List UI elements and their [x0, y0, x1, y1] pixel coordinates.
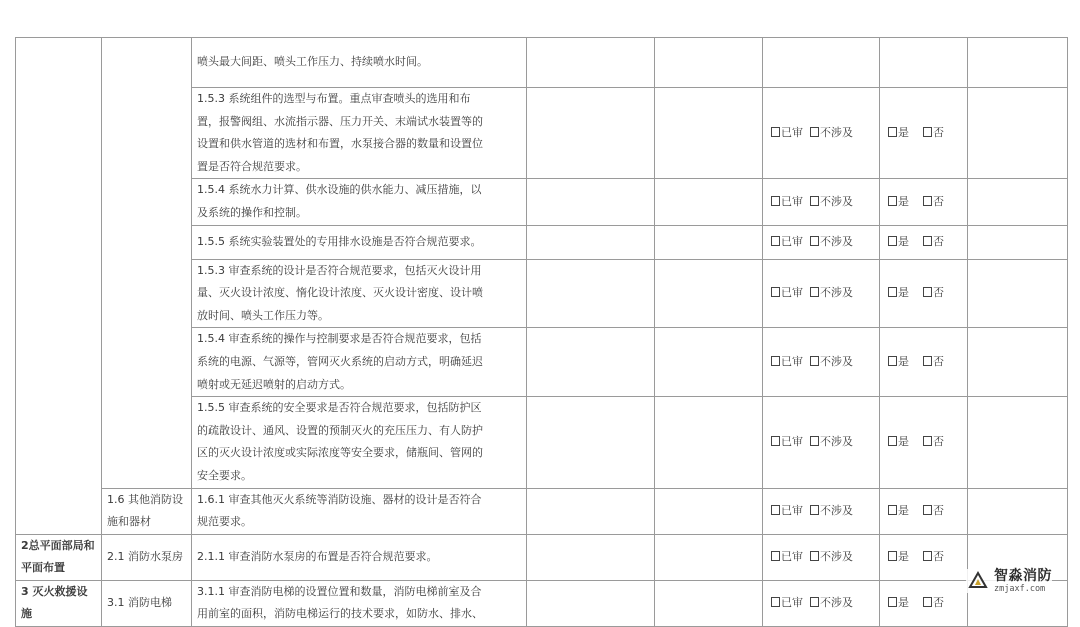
no-checkbox[interactable] — [923, 505, 932, 515]
table-row — [16, 534, 1068, 580]
yes-label: 是 — [898, 596, 909, 610]
blank-cell — [527, 179, 655, 225]
compliance-options — [888, 504, 944, 517]
remarks-cell — [968, 38, 1068, 88]
review-status-options — [771, 355, 853, 368]
blank-cell — [655, 88, 763, 179]
reviewed-checkbox[interactable] — [771, 127, 780, 137]
reviewed-label: 已审 — [781, 234, 803, 248]
compliance-cell — [880, 534, 968, 580]
no-label: 否 — [933, 435, 944, 449]
section-cell: 2总平面部局和平面布置 — [16, 534, 102, 580]
blank-cell — [655, 580, 763, 626]
reviewed-checkbox[interactable] — [771, 436, 780, 446]
review-status-cell — [763, 38, 880, 88]
blank-cell — [527, 88, 655, 179]
remarks-cell — [968, 88, 1068, 179]
review-item-description — [192, 488, 527, 534]
reviewed-label: 已审 — [781, 503, 803, 517]
review-item-description — [192, 397, 527, 488]
description-line: 1.5.5 审查系统的安全要求是否符合规范要求，包括防护区 — [197, 401, 482, 415]
description-line: 喷头最大间距、喷头工作压力、持续喷水时间。 — [197, 55, 428, 69]
yes-label: 是 — [898, 549, 909, 563]
remarks-cell — [968, 225, 1068, 259]
no-label: 否 — [933, 286, 944, 300]
no-label: 否 — [933, 234, 944, 248]
compliance-cell — [880, 225, 968, 259]
not-applicable-checkbox[interactable] — [810, 196, 819, 206]
compliance-cell — [880, 397, 968, 488]
compliance-options — [888, 235, 944, 248]
compliance-cell — [880, 328, 968, 397]
description-line: 及系统的操作和控制。 — [197, 205, 307, 219]
blank-cell — [655, 38, 763, 88]
review-item-description — [192, 225, 527, 259]
review-checklist-table — [15, 37, 1068, 627]
no-checkbox[interactable] — [923, 236, 932, 246]
not-applicable-checkbox[interactable] — [810, 505, 819, 515]
not-applicable-checkbox[interactable] — [810, 127, 819, 137]
no-checkbox[interactable] — [923, 127, 932, 137]
yes-checkbox[interactable] — [888, 127, 897, 137]
reviewed-label: 已审 — [781, 194, 803, 208]
not-applicable-label: 不涉及 — [820, 234, 853, 248]
review-status-options — [771, 435, 853, 448]
blank-cell — [655, 397, 763, 488]
subsection-cell: 3.1 消防电梯 — [102, 580, 192, 626]
remarks-cell — [968, 259, 1068, 328]
yes-checkbox[interactable] — [888, 597, 897, 607]
no-label: 否 — [933, 549, 944, 563]
subsection-cell: 1.6 其他消防设施和器材 — [102, 488, 192, 534]
section-cell: 3 灭火救援设施 — [16, 580, 102, 626]
description-line: 1.5.5 系统实验装置处的专用排水设施是否符合规范要求。 — [197, 234, 482, 248]
blank-cell — [527, 488, 655, 534]
reviewed-label: 已审 — [781, 354, 803, 368]
reviewed-label: 已审 — [781, 596, 803, 610]
review-status-options — [771, 596, 853, 609]
reviewed-checkbox[interactable] — [771, 196, 780, 206]
yes-checkbox[interactable] — [888, 436, 897, 446]
reviewed-checkbox[interactable] — [771, 356, 780, 366]
compliance-options — [888, 195, 944, 208]
no-label: 否 — [933, 596, 944, 610]
description-line: 的疏散设计、通风、设置的预制灭火的充压压力、有人防护 — [197, 423, 483, 437]
review-item-description — [192, 38, 527, 88]
blank-cell — [655, 179, 763, 225]
description-line: 3.1.1 审查消防电梯的设置位置和数量，消防电梯前室及合 — [197, 584, 482, 598]
review-item-description — [192, 534, 527, 580]
no-label: 否 — [933, 194, 944, 208]
no-checkbox[interactable] — [923, 551, 932, 561]
blank-cell — [527, 259, 655, 328]
no-checkbox[interactable] — [923, 436, 932, 446]
yes-label: 是 — [898, 194, 909, 208]
reviewed-checkbox[interactable] — [771, 551, 780, 561]
remarks-cell — [968, 488, 1068, 534]
reviewed-label: 已审 — [781, 286, 803, 300]
yes-label: 是 — [898, 435, 909, 449]
description-line: 置是否符合规范要求。 — [197, 159, 307, 173]
compliance-options — [888, 286, 944, 299]
not-applicable-label: 不涉及 — [820, 125, 853, 139]
compliance-cell — [880, 88, 968, 179]
yes-checkbox[interactable] — [888, 505, 897, 515]
description-line: 量、灭火设计浓度、惰化设计浓度、灭火设计密度、设计喷 — [197, 286, 483, 300]
table-row — [16, 488, 1068, 534]
compliance-options — [888, 126, 944, 139]
table-body — [16, 38, 1068, 627]
description-line: 放时间、喷头工作压力等。 — [197, 308, 329, 322]
review-status-options — [771, 195, 853, 208]
yes-checkbox[interactable] — [888, 236, 897, 246]
blank-cell — [655, 259, 763, 328]
description-line: 设置和供水管道的选材和布置，水泵接合器的数量和设置位 — [197, 137, 483, 151]
review-item-description — [192, 88, 527, 179]
yes-label: 是 — [898, 503, 909, 517]
yes-label: 是 — [898, 234, 909, 248]
no-label: 否 — [933, 503, 944, 517]
yes-checkbox[interactable] — [888, 287, 897, 297]
yes-checkbox[interactable] — [888, 196, 897, 206]
blank-cell — [655, 225, 763, 259]
review-status-cell — [763, 328, 880, 397]
review-status-cell — [763, 488, 880, 534]
compliance-cell — [880, 488, 968, 534]
no-checkbox[interactable] — [923, 287, 932, 297]
blank-cell — [655, 534, 763, 580]
no-checkbox[interactable] — [923, 356, 932, 366]
review-status-options — [771, 286, 853, 299]
not-applicable-label: 不涉及 — [820, 286, 853, 300]
review-status-cell — [763, 259, 880, 328]
watermark-domain: zmjaxf.com — [994, 583, 1046, 594]
remarks-cell — [968, 179, 1068, 225]
yes-label: 是 — [898, 286, 909, 300]
no-checkbox[interactable] — [923, 196, 932, 206]
description-line: 安全要求。 — [197, 468, 252, 482]
not-applicable-checkbox[interactable] — [810, 597, 819, 607]
review-status-cell — [763, 534, 880, 580]
reviewed-label: 已审 — [781, 549, 803, 563]
no-label: 否 — [933, 354, 944, 368]
table-row — [16, 38, 1068, 88]
blank-cell — [527, 534, 655, 580]
not-applicable-label: 不涉及 — [820, 549, 853, 563]
blank-cell — [527, 225, 655, 259]
reviewed-checkbox[interactable] — [771, 236, 780, 246]
description-line: 区的灭火设计浓度或实际浓度等安全要求，储瓶间、管网的 — [197, 446, 483, 460]
review-status-cell — [763, 580, 880, 626]
blank-cell — [527, 397, 655, 488]
remarks-cell — [968, 397, 1068, 488]
review-status-options — [771, 550, 853, 563]
no-checkbox[interactable] — [923, 597, 932, 607]
description-line: 系统的电源、气源等，管网灭火系统的启动方式，明确延迟 — [197, 354, 483, 368]
review-item-description — [192, 259, 527, 328]
review-status-cell — [763, 225, 880, 259]
compliance-cell — [880, 38, 968, 88]
not-applicable-checkbox[interactable] — [810, 551, 819, 561]
not-applicable-checkbox[interactable] — [810, 436, 819, 446]
review-item-description — [192, 328, 527, 397]
not-applicable-label: 不涉及 — [820, 435, 853, 449]
reviewed-checkbox[interactable] — [771, 287, 780, 297]
review-item-description — [192, 580, 527, 626]
no-label: 否 — [933, 125, 944, 139]
yes-label: 是 — [898, 125, 909, 139]
review-status-cell — [763, 88, 880, 179]
review-status-options — [771, 235, 853, 248]
not-applicable-label: 不涉及 — [820, 596, 853, 610]
compliance-options — [888, 596, 944, 609]
blank-cell — [655, 328, 763, 397]
compliance-cell — [880, 259, 968, 328]
description-line: 1.5.3 审查系统的设计是否符合规范要求，包括灭火设计用 — [197, 263, 482, 277]
reviewed-label: 已审 — [781, 125, 803, 139]
yes-checkbox[interactable] — [888, 551, 897, 561]
review-item-description — [192, 179, 527, 225]
compliance-cell — [880, 179, 968, 225]
blank-cell — [527, 580, 655, 626]
not-applicable-label: 不涉及 — [820, 354, 853, 368]
flame-logo-icon — [966, 569, 990, 593]
compliance-options — [888, 435, 944, 448]
yes-checkbox[interactable] — [888, 356, 897, 366]
description-line: 喷射或无延迟喷射的启动方式。 — [197, 377, 351, 391]
review-status-options — [771, 126, 853, 139]
review-status-cell — [763, 397, 880, 488]
not-applicable-label: 不涉及 — [820, 194, 853, 208]
watermark-name: 智淼消防 — [994, 567, 1052, 584]
not-applicable-checkbox[interactable] — [810, 236, 819, 246]
blank-cell — [527, 38, 655, 88]
description-line: 置，报警阀组、水流指示器、压力开关、末端试水装置等的 — [197, 114, 483, 128]
description-line: 1.6.1 审查其他灭火系统等消防设施、器材的设计是否符合 — [197, 492, 482, 506]
blank-cell — [655, 488, 763, 534]
not-applicable-checkbox[interactable] — [810, 287, 819, 297]
not-applicable-label: 不涉及 — [820, 503, 853, 517]
description-line: 2.1.1 审查消防水泵房的布置是否符合规范要求。 — [197, 549, 438, 563]
compliance-cell — [880, 580, 968, 626]
description-line: 1.5.4 系统水力计算、供水设施的供水能力、减压措施，以 — [197, 183, 482, 197]
reviewed-checkbox[interactable] — [771, 505, 780, 515]
watermark-logo — [966, 569, 1052, 594]
remarks-cell — [968, 328, 1068, 397]
reviewed-label: 已审 — [781, 435, 803, 449]
subsection-cell: 2.1 消防水泵房 — [102, 534, 192, 580]
section-cell — [16, 38, 102, 535]
blank-cell — [527, 328, 655, 397]
compliance-options — [888, 550, 944, 563]
review-status-options — [771, 504, 853, 517]
not-applicable-checkbox[interactable] — [810, 356, 819, 366]
description-line: 1.5.4 审查系统的操作与控制要求是否符合规范要求，包括 — [197, 332, 482, 346]
table-row — [16, 580, 1068, 626]
description-line: 规范要求。 — [197, 515, 252, 529]
subsection-cell — [102, 38, 192, 489]
yes-label: 是 — [898, 354, 909, 368]
description-line: 用前室的面积，消防电梯运行的技术要求，如防水、排水、 — [197, 607, 483, 621]
review-status-cell — [763, 179, 880, 225]
compliance-options — [888, 355, 944, 368]
reviewed-checkbox[interactable] — [771, 597, 780, 607]
description-line: 1.5.3 系统组件的选型与布置。重点审查喷头的选用和布 — [197, 92, 471, 105]
